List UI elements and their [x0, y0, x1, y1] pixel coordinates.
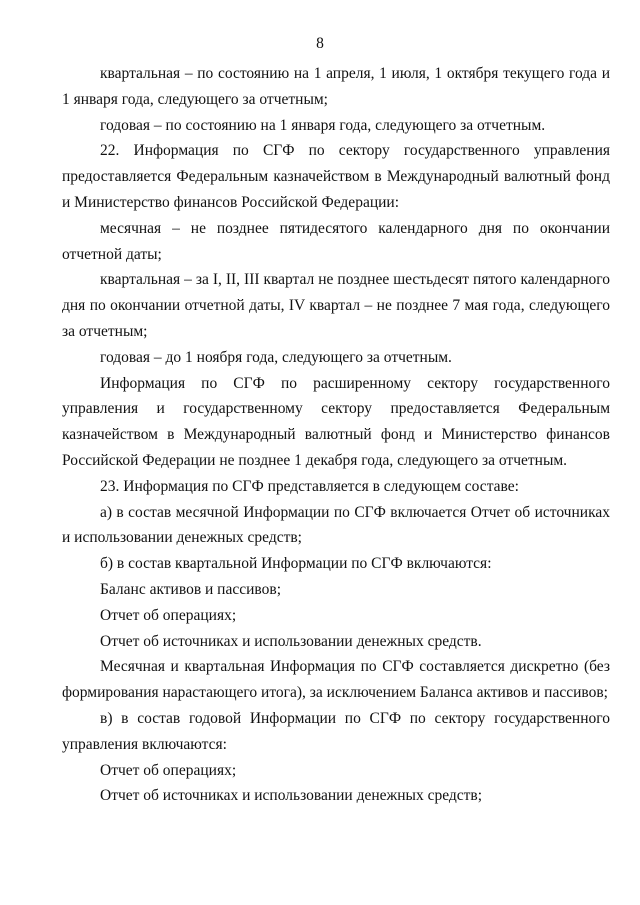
paragraph: годовая – по состоянию на 1 января года, следующего за отчетным. — [100, 116, 546, 134]
document-body — [62, 61, 610, 809]
paragraph: Отчет об операциях; — [100, 606, 237, 624]
paragraph: 22. Информация по СГФ по сектору государственного управления предоставляется Федеральным казначейством в Международный валютный фонд и Министерство финансов Российской Федерации: — [62, 142, 610, 211]
paragraph: месячная – не позднее пятидесятого календарного дня по окончании отчетной даты; — [62, 219, 610, 263]
paragraph: Информация по СГФ по расширенному сектору государственного управления и государственному сектору предоставляется Федеральным казначейством в Международный валютный фонд и Министерство финансов Российской Федерации не позднее 1 декабря года, следующего за отчетным. — [62, 374, 610, 469]
paragraph: а) в состав месячной Информации по СГФ включается Отчет об источниках и использовании денежных средств; — [62, 503, 610, 547]
paragraph: квартальная – по состоянию на 1 апреля, 1 июля, 1 октября текущего года и 1 января года, следующего за отчетным; — [62, 65, 610, 108]
page-number: 8 — [316, 35, 324, 52]
paragraph: в) в состав годовой Информации по СГФ по сектору государственного управления включаются: — [62, 709, 610, 753]
paragraph: Отчет об источниках и использовании денежных средств; — [100, 787, 483, 805]
paragraph: 23. Информация по СГФ представляется в следующем составе: — [100, 477, 519, 495]
paragraph: Отчет об операциях; — [100, 761, 237, 779]
paragraph: годовая – до 1 ноября года, следующего за отчетным. — [100, 348, 452, 366]
paragraph: Месячная и квартальная Информация по СГФ составляется дискретно (без формирования нарастающего итога), за исключением Баланса активов и пассивов; — [62, 658, 610, 702]
paragraph: Отчет об источниках и использовании денежных средств. — [100, 632, 482, 650]
paragraph: Баланс активов и пассивов; — [100, 580, 281, 598]
paragraph: б) в состав квартальной Информации по СГФ включаются: — [100, 555, 492, 573]
paragraph: квартальная – за I, II, III квартал не позднее шестьдесят пятого календарного дня по окончании отчетной даты, IV квартал – не позднее 7 мая года, следующего за отчетным; — [62, 271, 610, 340]
